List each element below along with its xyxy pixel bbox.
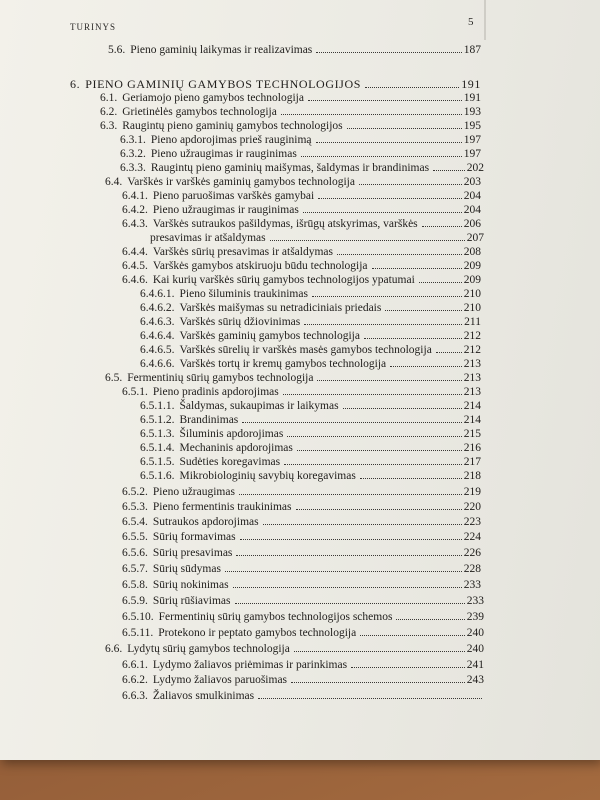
toc-entry-title: Mechaninis apdorojimas xyxy=(179,442,293,454)
toc-entry xyxy=(122,546,481,560)
toc-entry-title: presavimas ir atšaldymas xyxy=(150,232,266,244)
toc-entry-page: 195 xyxy=(463,120,481,132)
toc-entry-page: 223 xyxy=(463,516,481,528)
toc-entry-title: Sūrių presavimas xyxy=(152,547,233,559)
dot-leader xyxy=(303,203,462,213)
toc-entry-page: 211 xyxy=(464,316,481,328)
dot-leader xyxy=(291,673,465,683)
dot-leader xyxy=(317,371,461,381)
toc-entry-page: 191 xyxy=(463,92,481,104)
toc-entry-title: Varškės ir varškės gaminių gamybos technologija xyxy=(127,176,355,188)
toc-entry-page: 206 xyxy=(463,218,481,230)
toc-entry-number: 6.5.1.1. xyxy=(140,400,175,412)
toc-entry-number: 6.5.5. xyxy=(122,531,148,543)
toc-entry-number: 6.5. xyxy=(105,372,123,384)
dot-leader xyxy=(359,175,462,185)
toc-entry xyxy=(122,485,481,499)
dot-leader xyxy=(343,399,462,409)
toc-entry-number: 6.4.1. xyxy=(122,190,148,202)
toc-entry-title: Sūrių rūšiavimas xyxy=(152,595,231,607)
toc-entry-number: 6.4.2. xyxy=(122,204,148,216)
toc-entry xyxy=(122,689,484,703)
toc-entry-page: 241 xyxy=(466,659,484,671)
toc-entry xyxy=(100,91,481,105)
dot-leader xyxy=(240,530,462,540)
toc-entry-number: 6.4.6.4. xyxy=(140,330,175,342)
toc-entry-number: 6.2. xyxy=(100,106,118,118)
toc-entry xyxy=(140,427,481,441)
dot-leader xyxy=(284,455,462,465)
dot-leader xyxy=(283,385,462,395)
toc-entry-number: 5.6. xyxy=(108,44,126,56)
toc-entry xyxy=(100,119,481,133)
toc-entry-title: Raugintų pieno gaminių gamybos technologijos xyxy=(122,120,343,132)
toc-entry xyxy=(140,469,481,483)
toc-entry-number: 6.5.1.6. xyxy=(140,470,175,482)
dot-leader xyxy=(365,78,459,88)
toc-entry-page: 216 xyxy=(463,442,481,454)
toc-entry xyxy=(100,105,481,119)
toc-entry-number: 6.4.6.6. xyxy=(140,358,175,370)
dot-leader xyxy=(225,562,462,572)
toc-entry xyxy=(140,455,481,469)
dot-leader xyxy=(312,287,462,297)
toc-entry xyxy=(70,77,481,91)
toc-entry xyxy=(122,658,484,672)
toc-entry-number: 6.4.6.2. xyxy=(140,302,175,314)
toc-entry-title: Sūrių nokinimas xyxy=(152,579,229,591)
toc-entry-number: 6.1. xyxy=(100,92,118,104)
toc-entry-page: 228 xyxy=(463,563,481,575)
toc-entry-title: Lydytų sūrių gamybos technologija xyxy=(127,643,290,655)
dot-leader xyxy=(360,626,465,636)
dot-leader xyxy=(242,413,461,423)
toc-entry-title: Geriamojo pieno gamybos technologija xyxy=(122,92,304,104)
toc-entry xyxy=(108,43,481,57)
dot-leader xyxy=(390,357,462,367)
toc-entry-title: Brandinimas xyxy=(179,414,239,426)
toc-entry-number: 6.5.1.5. xyxy=(140,456,175,468)
toc-entry-number: 6.6.3. xyxy=(122,690,148,702)
toc-entry xyxy=(140,441,481,455)
dot-leader xyxy=(419,273,462,283)
toc-entry-page: 208 xyxy=(463,246,481,258)
toc-entry xyxy=(105,175,481,189)
dot-leader xyxy=(337,245,462,255)
toc-entry-page: 218 xyxy=(463,470,481,482)
toc-entry-title: Pieno pradinis apdorojimas xyxy=(152,386,279,398)
toc-entry xyxy=(140,399,481,413)
toc-entry-number: 6.4.5. xyxy=(122,260,148,272)
toc-entry-page: 210 xyxy=(463,302,481,314)
toc-entry-number: 6.5.6. xyxy=(122,547,148,559)
toc-entry xyxy=(122,273,481,287)
dot-leader xyxy=(318,189,462,199)
toc-entry-page: 219 xyxy=(463,486,481,498)
toc-entry xyxy=(122,217,481,231)
toc-entry-number: 6.4. xyxy=(105,176,123,188)
toc-entry-number: 6.3. xyxy=(100,120,118,132)
toc-entry-number: 6.4.6.5. xyxy=(140,344,175,356)
dot-leader xyxy=(258,689,482,699)
dot-leader xyxy=(351,658,465,668)
toc-entry xyxy=(122,515,481,529)
toc-entry-number: 6.5.3. xyxy=(122,501,148,513)
dot-leader xyxy=(287,427,461,437)
dot-leader xyxy=(422,217,462,227)
dot-leader xyxy=(316,43,461,53)
toc-entry xyxy=(122,594,484,608)
toc-entry-title: Pieno apdorojimas prieš rauginimą xyxy=(150,134,312,146)
toc-entry-page: 240 xyxy=(466,643,484,655)
toc-entry-title: Šiluminis apdorojimas xyxy=(179,428,284,440)
running-title: TURINYS xyxy=(70,22,117,32)
dot-leader xyxy=(233,578,462,588)
toc-entry-page: 191 xyxy=(461,77,481,91)
dot-leader xyxy=(308,91,462,101)
toc-entry-title: Sudėties koregavimas xyxy=(179,456,281,468)
toc-entry-title: Pieno paruošimas varškės gamybai xyxy=(152,190,315,202)
toc-entry xyxy=(140,315,481,329)
toc-entry-number: 6.3.2. xyxy=(120,148,146,160)
toc-entry-title: Lydymo žaliavos priėmimas ir parinkimas xyxy=(152,659,348,671)
toc-entry xyxy=(120,147,481,161)
toc-entry-page: 204 xyxy=(463,190,481,202)
toc-entry-page: 209 xyxy=(463,274,481,286)
toc-entry xyxy=(122,562,481,576)
dot-leader xyxy=(263,515,462,525)
dot-leader xyxy=(433,161,465,171)
toc-entry-page: 187 xyxy=(463,44,481,56)
toc-entry-page: 207 xyxy=(466,232,484,244)
toc-entry-page: 213 xyxy=(463,386,481,398)
dot-leader xyxy=(236,546,461,556)
toc-entry-page: 215 xyxy=(463,428,481,440)
toc-entry xyxy=(122,578,481,592)
dot-leader xyxy=(316,133,462,143)
toc-entry-page: 203 xyxy=(463,176,481,188)
toc-entry-page: 212 xyxy=(463,330,481,342)
dot-leader xyxy=(281,105,462,115)
toc-entry-number: 6.4.6.3. xyxy=(140,316,175,328)
toc-entry xyxy=(140,343,481,357)
toc-entry-title: Varškės sūrių presavimas ir atšaldymas xyxy=(152,246,334,258)
toc-entry-number: 6. xyxy=(70,77,81,91)
toc-entry-number: 6.4.6. xyxy=(122,274,148,286)
toc-entry-number: 6.5.4. xyxy=(122,516,148,528)
dot-leader xyxy=(436,343,462,353)
toc-entry-title: Varškės gamybos atskiruoju būdu technologija xyxy=(152,260,368,272)
toc-entry-page: 212 xyxy=(463,344,481,356)
toc-entry-page: 233 xyxy=(463,579,481,591)
toc-entry-number: 6.5.1.4. xyxy=(140,442,175,454)
toc-entry-title: Grietinėlės gamybos technologija xyxy=(122,106,277,118)
toc-entry xyxy=(120,133,481,147)
toc-entry-number: 6.5.7. xyxy=(122,563,148,575)
toc-entry-page: 197 xyxy=(463,134,481,146)
toc-entry-title: Pieno šiluminis traukinimas xyxy=(179,288,308,300)
toc-entry-title: Fermentinių sūrių gamybos technologijos schemos xyxy=(158,611,393,623)
toc-entry-number: 6.3.3. xyxy=(120,162,146,174)
dot-leader xyxy=(239,485,462,495)
toc-entry-page: 243 xyxy=(466,674,484,686)
toc-entry xyxy=(150,231,484,245)
toc-entry-title: Varškės maišymas su netradiciniais priedais xyxy=(179,302,382,314)
dot-leader xyxy=(270,231,465,241)
toc-entry-title: Lydymo žaliavos paruošimas xyxy=(152,674,288,686)
toc-entry xyxy=(140,287,481,301)
toc-entry xyxy=(140,329,481,343)
toc-entry-title: Sūrių sūdymas xyxy=(152,563,221,575)
toc-entry-title: Varškės sutraukos pašildymas, išrūgų atskyrimas, varškės xyxy=(152,218,418,230)
toc-entry xyxy=(122,626,484,640)
toc-entry xyxy=(120,161,484,175)
toc-entry-number: 6.5.1.3. xyxy=(140,428,175,440)
toc-entry-title: Varškės sūrelių ir varškės masės gamybos technologija xyxy=(179,344,432,356)
toc-entry-title: Raugintų pieno gaminių maišymas, šaldymas ir brandinimas xyxy=(150,162,430,174)
toc-entry-title: Mikrobiologinių savybių koregavimas xyxy=(179,470,356,482)
toc-entry-page: 204 xyxy=(463,204,481,216)
toc-entry-title: Pieno užraugimas ir rauginimas xyxy=(150,148,297,160)
dot-leader xyxy=(235,594,465,604)
toc-entry-page: 217 xyxy=(463,456,481,468)
toc-entry-title: PIENO GAMINIŲ GAMYBOS TECHNOLOGIJOS xyxy=(85,77,361,91)
toc-entry xyxy=(140,357,481,371)
toc-entry-number: 6.3.1. xyxy=(120,134,146,146)
toc-entry xyxy=(122,610,484,624)
dot-leader xyxy=(372,259,462,269)
toc-entry-number: 6.5.2. xyxy=(122,486,148,498)
toc-entry-title: Šaldymas, sukaupimas ir laikymas xyxy=(179,400,339,412)
toc-entry-number: 6.6.1. xyxy=(122,659,148,671)
toc-entry-title: Protekono ir peptato gamybos technologija xyxy=(158,627,357,639)
toc-entry-title: Pieno užraugimas xyxy=(152,486,235,498)
toc-entry-page: 213 xyxy=(463,372,481,384)
toc-entry-title: Pieno užraugimas ir rauginimas xyxy=(152,204,299,216)
dot-leader xyxy=(296,500,462,510)
toc-entry-page: 239 xyxy=(466,611,484,623)
dot-leader xyxy=(297,441,462,451)
toc-entry xyxy=(122,673,484,687)
toc-entry-title: Sūrių formavimas xyxy=(152,531,236,543)
toc-entry-title: Sutraukos apdorojimas xyxy=(152,516,259,528)
dot-leader xyxy=(385,301,461,311)
toc-entry-page: 197 xyxy=(463,148,481,160)
toc-entry-page: 240 xyxy=(466,627,484,639)
toc-entry xyxy=(140,301,481,315)
toc-entry-title: Fermentinių sūrių gamybos technologija xyxy=(127,372,314,384)
toc-entry-title: Pieno fermentinis traukinimas xyxy=(152,501,292,513)
toc-entry xyxy=(122,530,481,544)
dot-leader xyxy=(301,147,462,157)
toc-entry-page: 202 xyxy=(466,162,484,174)
toc-entry xyxy=(122,245,481,259)
toc-entry-page: 224 xyxy=(463,531,481,543)
toc-entry xyxy=(105,642,484,656)
toc-entry xyxy=(122,259,481,273)
dot-leader xyxy=(396,610,464,620)
toc-entry-title: Pieno gaminių laikymas ir realizavimas xyxy=(130,44,313,56)
toc-entry-title: Žaliavos smulkinimas xyxy=(152,690,255,702)
toc-entry-number: 6.5.1.2. xyxy=(140,414,175,426)
toc-entry-title: Varškės tortų ir kremų gamybos technologija xyxy=(179,358,387,370)
dot-leader xyxy=(304,315,462,325)
toc-entry-page: 233 xyxy=(466,595,484,607)
dot-leader xyxy=(360,469,462,479)
toc-entry-title: Varškės sūrių džiovinimas xyxy=(179,316,301,328)
toc-entry-number: 6.4.6.1. xyxy=(140,288,175,300)
toc-entry-number: 6.5.11. xyxy=(122,627,154,639)
toc-entry-page: 214 xyxy=(463,414,481,426)
dot-leader xyxy=(347,119,462,129)
toc-entry-number: 6.5.1. xyxy=(122,386,148,398)
toc-entry xyxy=(105,371,481,385)
toc-entry xyxy=(122,203,481,217)
toc-entry xyxy=(122,189,481,203)
dot-leader xyxy=(294,642,465,652)
dot-leader xyxy=(364,329,462,339)
toc-entry xyxy=(140,413,481,427)
toc-entry-number: 6.5.8. xyxy=(122,579,148,591)
toc-entry-page: 214 xyxy=(463,400,481,412)
toc-entry-number: 6.6.2. xyxy=(122,674,148,686)
toc-entry-page: 213 xyxy=(463,358,481,370)
toc-entry-number: 6.4.3. xyxy=(122,218,148,230)
toc-entry-title: Varškės gaminių gamybos technologija xyxy=(179,330,360,342)
toc-entry-page: 226 xyxy=(463,547,481,559)
toc-entry-number: 6.5.10. xyxy=(122,611,154,623)
toc-entry xyxy=(122,385,481,399)
toc-entry-number: 6.4.4. xyxy=(122,246,148,258)
toc-entry-page: 209 xyxy=(463,260,481,272)
toc-entry-title: Kai kurių varškės sūrių gamybos technologijos ypatumai xyxy=(152,274,415,286)
toc-entry xyxy=(122,500,481,514)
toc-entry-number: 6.6. xyxy=(105,643,123,655)
toc-entry-page: 193 xyxy=(463,106,481,118)
toc-entry-page: 210 xyxy=(463,288,481,300)
toc-entry-page: 220 xyxy=(463,501,481,513)
toc-entry-number: 6.5.9. xyxy=(122,595,148,607)
page-number: 5 xyxy=(468,16,474,28)
